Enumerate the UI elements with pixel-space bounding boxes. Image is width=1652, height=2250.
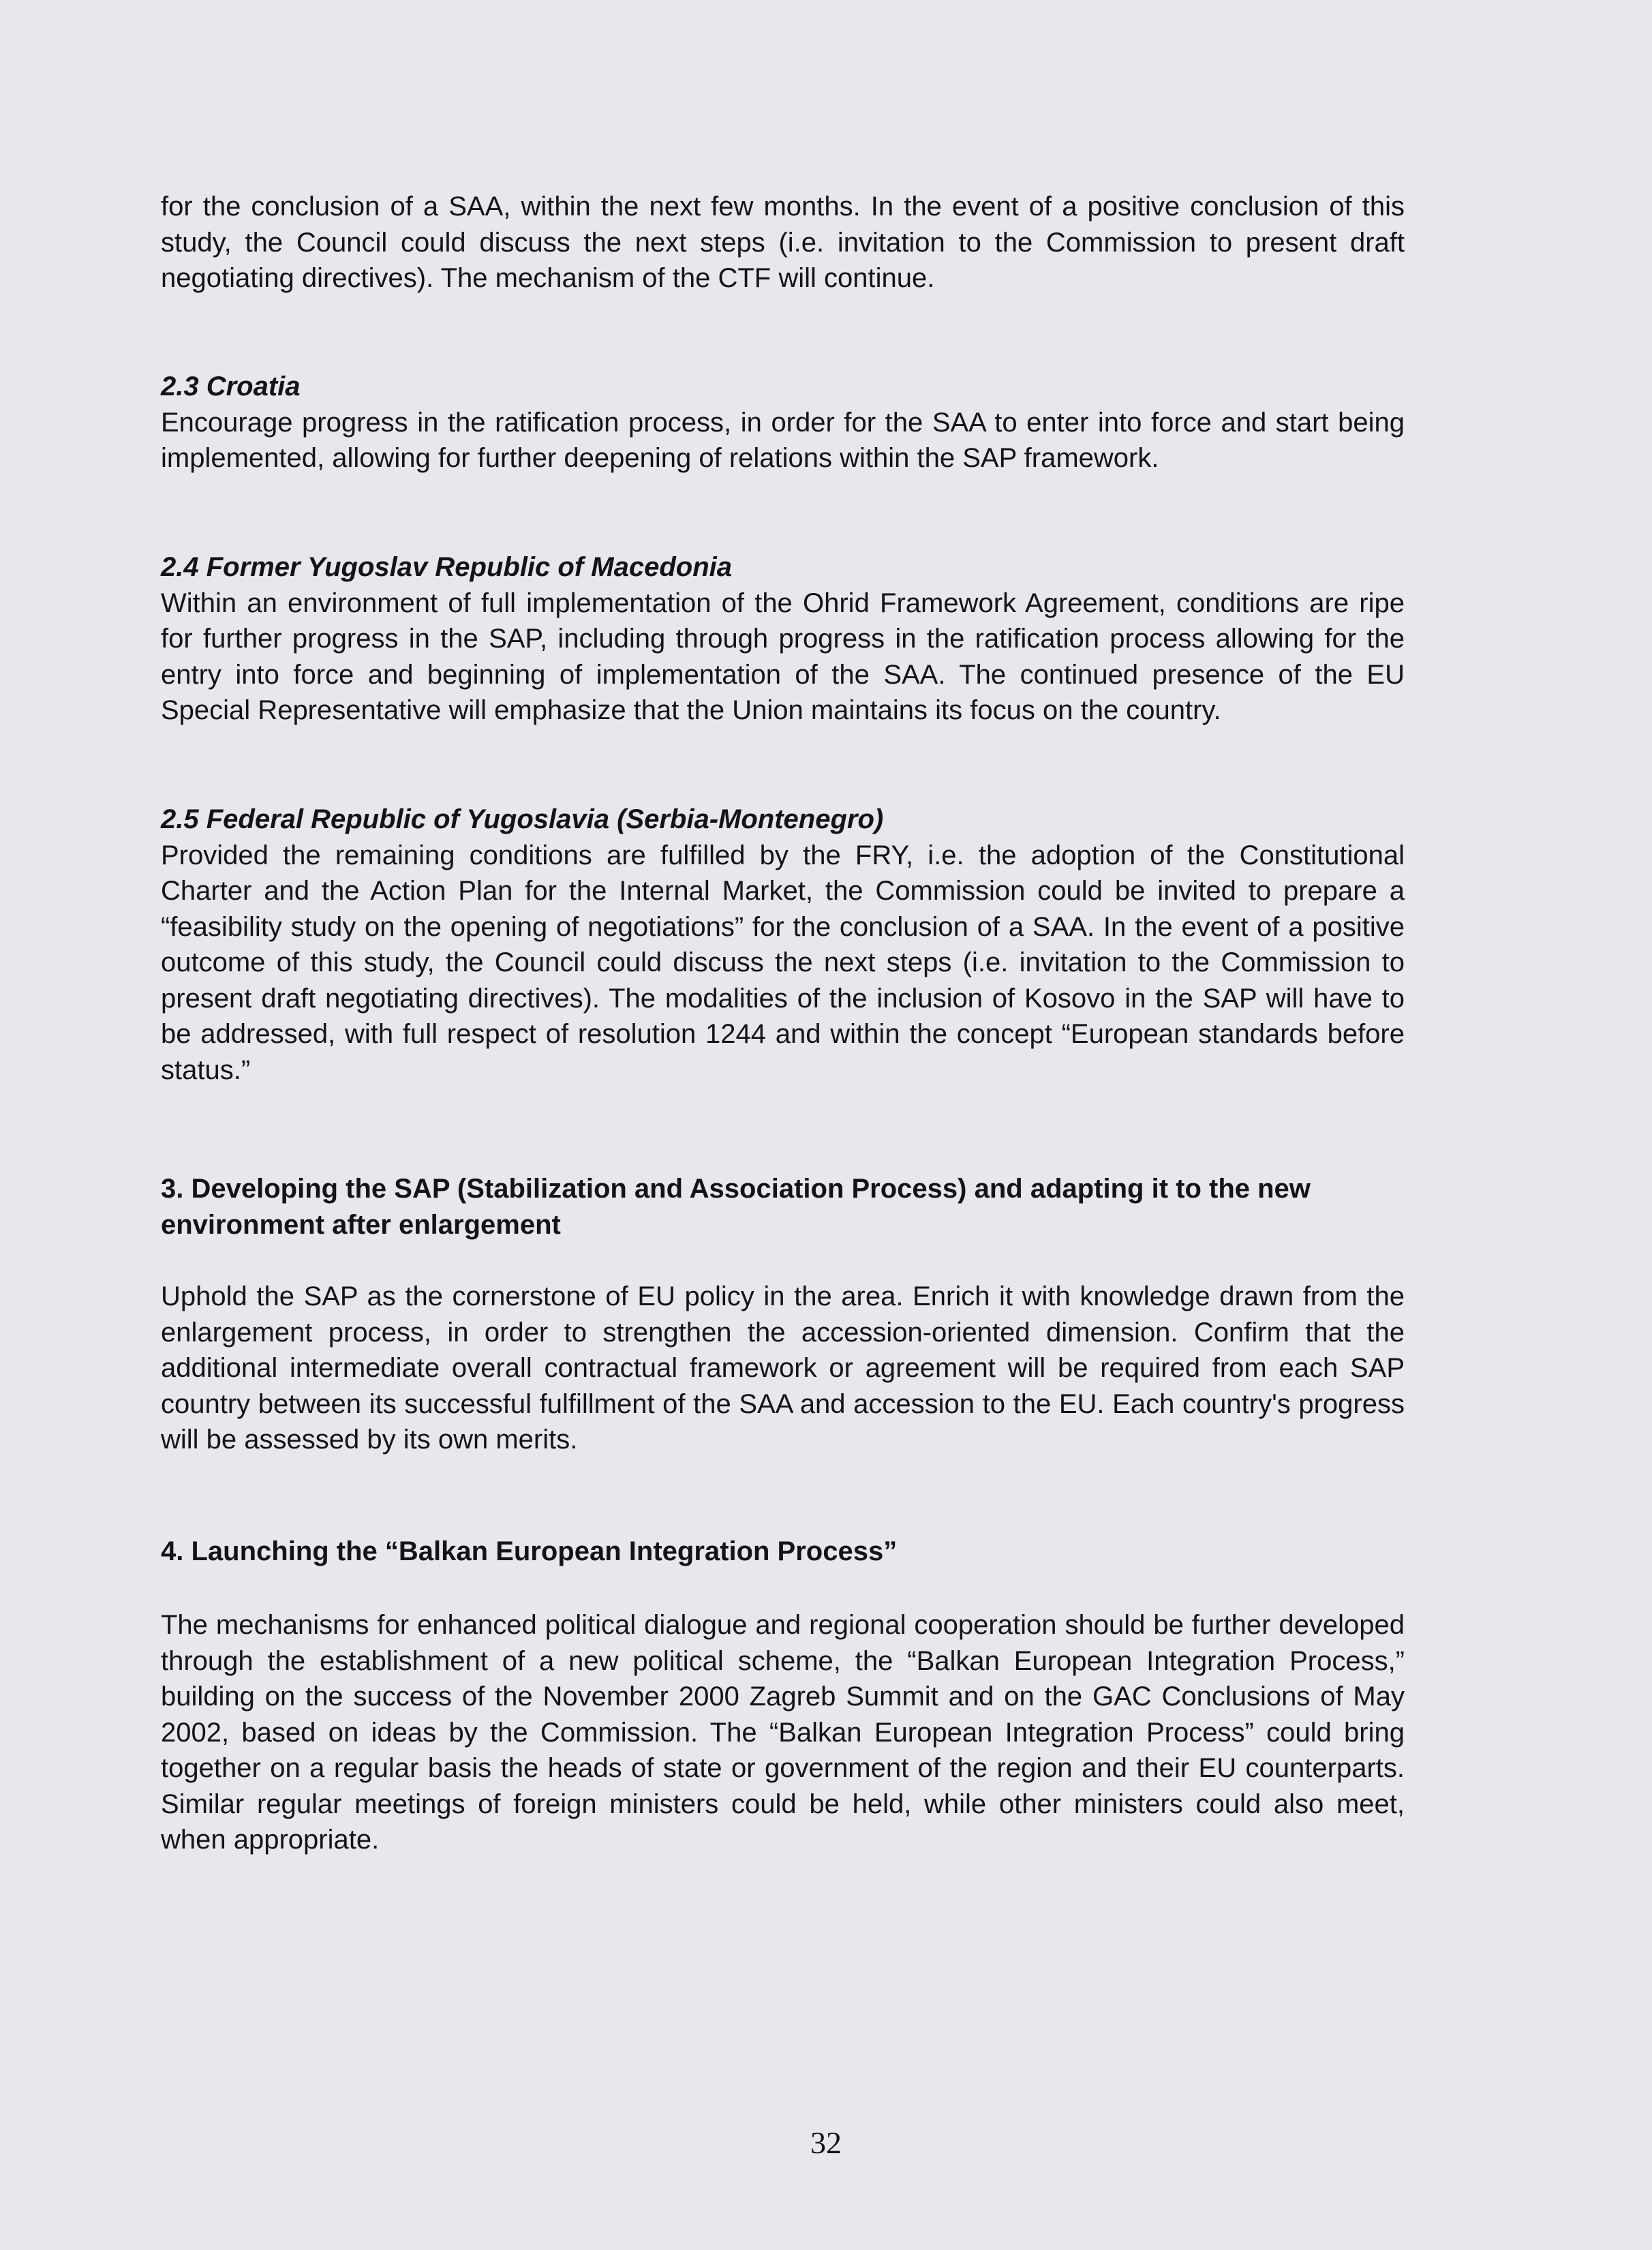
section-2-5 — [161, 802, 1405, 1088]
section-2-4 — [161, 549, 1405, 729]
section-3 — [161, 1171, 1405, 1243]
section-2-3-heading: 2.3 Croatia — [161, 371, 301, 401]
section-4-heading: 4. Launching the “Balkan European Integration Process” — [161, 1536, 898, 1566]
intro-paragraph-block — [161, 189, 1405, 297]
section-2-4-paragraph: Within an environment of full implementation of the Ohrid Framework Agreement, conditions are ripe for further progress in the SAP, including through progress in the ratification process allowing for the entry into force and beginning of implementation of the SAA. The continued presence of the EU Special Representative will emphasize that the Union maintains its focus on the country. — [161, 588, 1405, 725]
section-4 — [161, 1534, 1405, 1570]
section-3-paragraph: Uphold the SAP as the cornerstone of EU policy in the area. Enrich it with knowledge drawn from the enlargement process, in order to strengthen the accession-oriented dimension. Confirm that the additional intermediate overall contractual framework or agreement will be required from each SAP country between its successful fulfillment of the SAA and accession to the EU. Each country's progress will be assessed by its own merits. — [161, 1281, 1405, 1455]
intro-paragraph: for the conclusion of a SAA, within the next few months. In the event of a positive conclusion of this study, the Council could discuss the next steps (i.e. invitation to the Commission to present draft negotiating directives). The mechanism of the CTF will continue. — [161, 192, 1405, 293]
section-2-3-paragraph: Encourage progress in the ratification process, in order for the SAA to enter into force and start being implemented, allowing for further deepening of relations within the SAP framework. — [161, 407, 1405, 473]
section-3-heading: 3. Developing the SAP (Stabilization and Association Process) and adapting it to the new environment after enlargement — [161, 1174, 1311, 1240]
section-2-3 — [161, 369, 1405, 476]
section-4-paragraph: The mechanisms for enhanced political dialogue and regional cooperation should be further developed through the establishment of a new political scheme, the “Balkan European Integration Process,” building on the success of the November 2000 Zagreb Summit and on the GAC Conclusions of May 2002, based on ideas by the Commission. The “Balkan European Integration Process” could bring together on a regular basis the heads of state or government of the region and their EU counterparts. Similar regular meetings of foreign ministers could be held, while other ministers could also meet, when appropriate. — [161, 1610, 1405, 1855]
page-number: 32 — [810, 2125, 842, 2160]
section-2-5-heading: 2.5 Federal Republic of Yugoslavia (Serbia-Montenegro) — [161, 804, 884, 834]
section-2-5-paragraph: Provided the remaining conditions are fulfilled by the FRY, i.e. the adoption of the Constitutional Charter and the Action Plan for the Internal Market, the Commission could be invited to prepare a “feasibility study on the opening of negotiations” for the conclusion of a SAA. In the event of a positive outcome of this study, the Council could discuss the next steps (i.e. invitation to the Commission to present draft negotiating directives). The modalities of the inclusion of Kosovo in the SAP will have to be addressed, with full respect of resolution 1244 and within the concept “European standards before status.” — [161, 840, 1405, 1085]
section-2-4-heading: 2.4 Former Yugoslav Republic of Macedonia — [161, 552, 732, 582]
section-4-body — [161, 1607, 1405, 1858]
section-3-body — [161, 1279, 1405, 1458]
